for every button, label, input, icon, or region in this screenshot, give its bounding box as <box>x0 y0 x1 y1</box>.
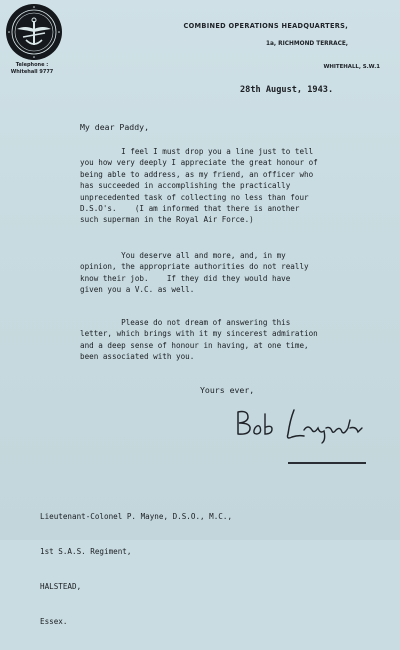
recipient-line: Essex. <box>40 616 68 626</box>
telephone-label: Telephone : <box>15 62 49 68</box>
handwritten-signature <box>232 404 372 444</box>
paragraph-1: I feel I must drop you a line just to tell you how very deeply I appreciate the great honour of being able to address, as my friend, an officer who has succeeded in accomplishing the practically unprecedented task of collecting no less than four D.S.O's. (I am informed that there is another such superman in the Royal Air Force.) <box>80 147 318 225</box>
recipient-line: Lieutenant-Colonel P. Mayne, D.S.O., M.C., <box>40 512 233 522</box>
paragraph-2: You deserve all and more, and, in my opinion, the appropriate authorities do not really know their job. If they did they would have given you a V.C. as well. <box>80 251 309 295</box>
combined-operations-crest-icon <box>5 3 63 61</box>
street-address: 1a, RICHMOND TERRACE, <box>265 41 348 47</box>
telephone-block <box>4 62 60 76</box>
city-address: WHITEHALL, S.W.1 <box>323 64 380 70</box>
telephone-number: Whitehall 9777 <box>10 69 54 75</box>
salutation: My dear Paddy, <box>80 122 150 132</box>
organisation-name: COMBINED OPERATIONS HEADQUARTERS, <box>183 22 348 30</box>
recipient-line: HALSTEAD, <box>40 581 82 591</box>
closing: Yours ever, <box>200 385 255 395</box>
recipient-address <box>40 488 232 650</box>
paragraph-3: Please do not dream of answering this letter, which brings with it my sincerest admiration and a deep sense of honour in having, at one time, been associated with you. <box>80 318 318 362</box>
signature-underline <box>288 462 366 464</box>
letter-date: 28th August, 1943. <box>240 85 334 95</box>
recipient-line: 1st S.A.S. Regiment, <box>40 546 132 556</box>
